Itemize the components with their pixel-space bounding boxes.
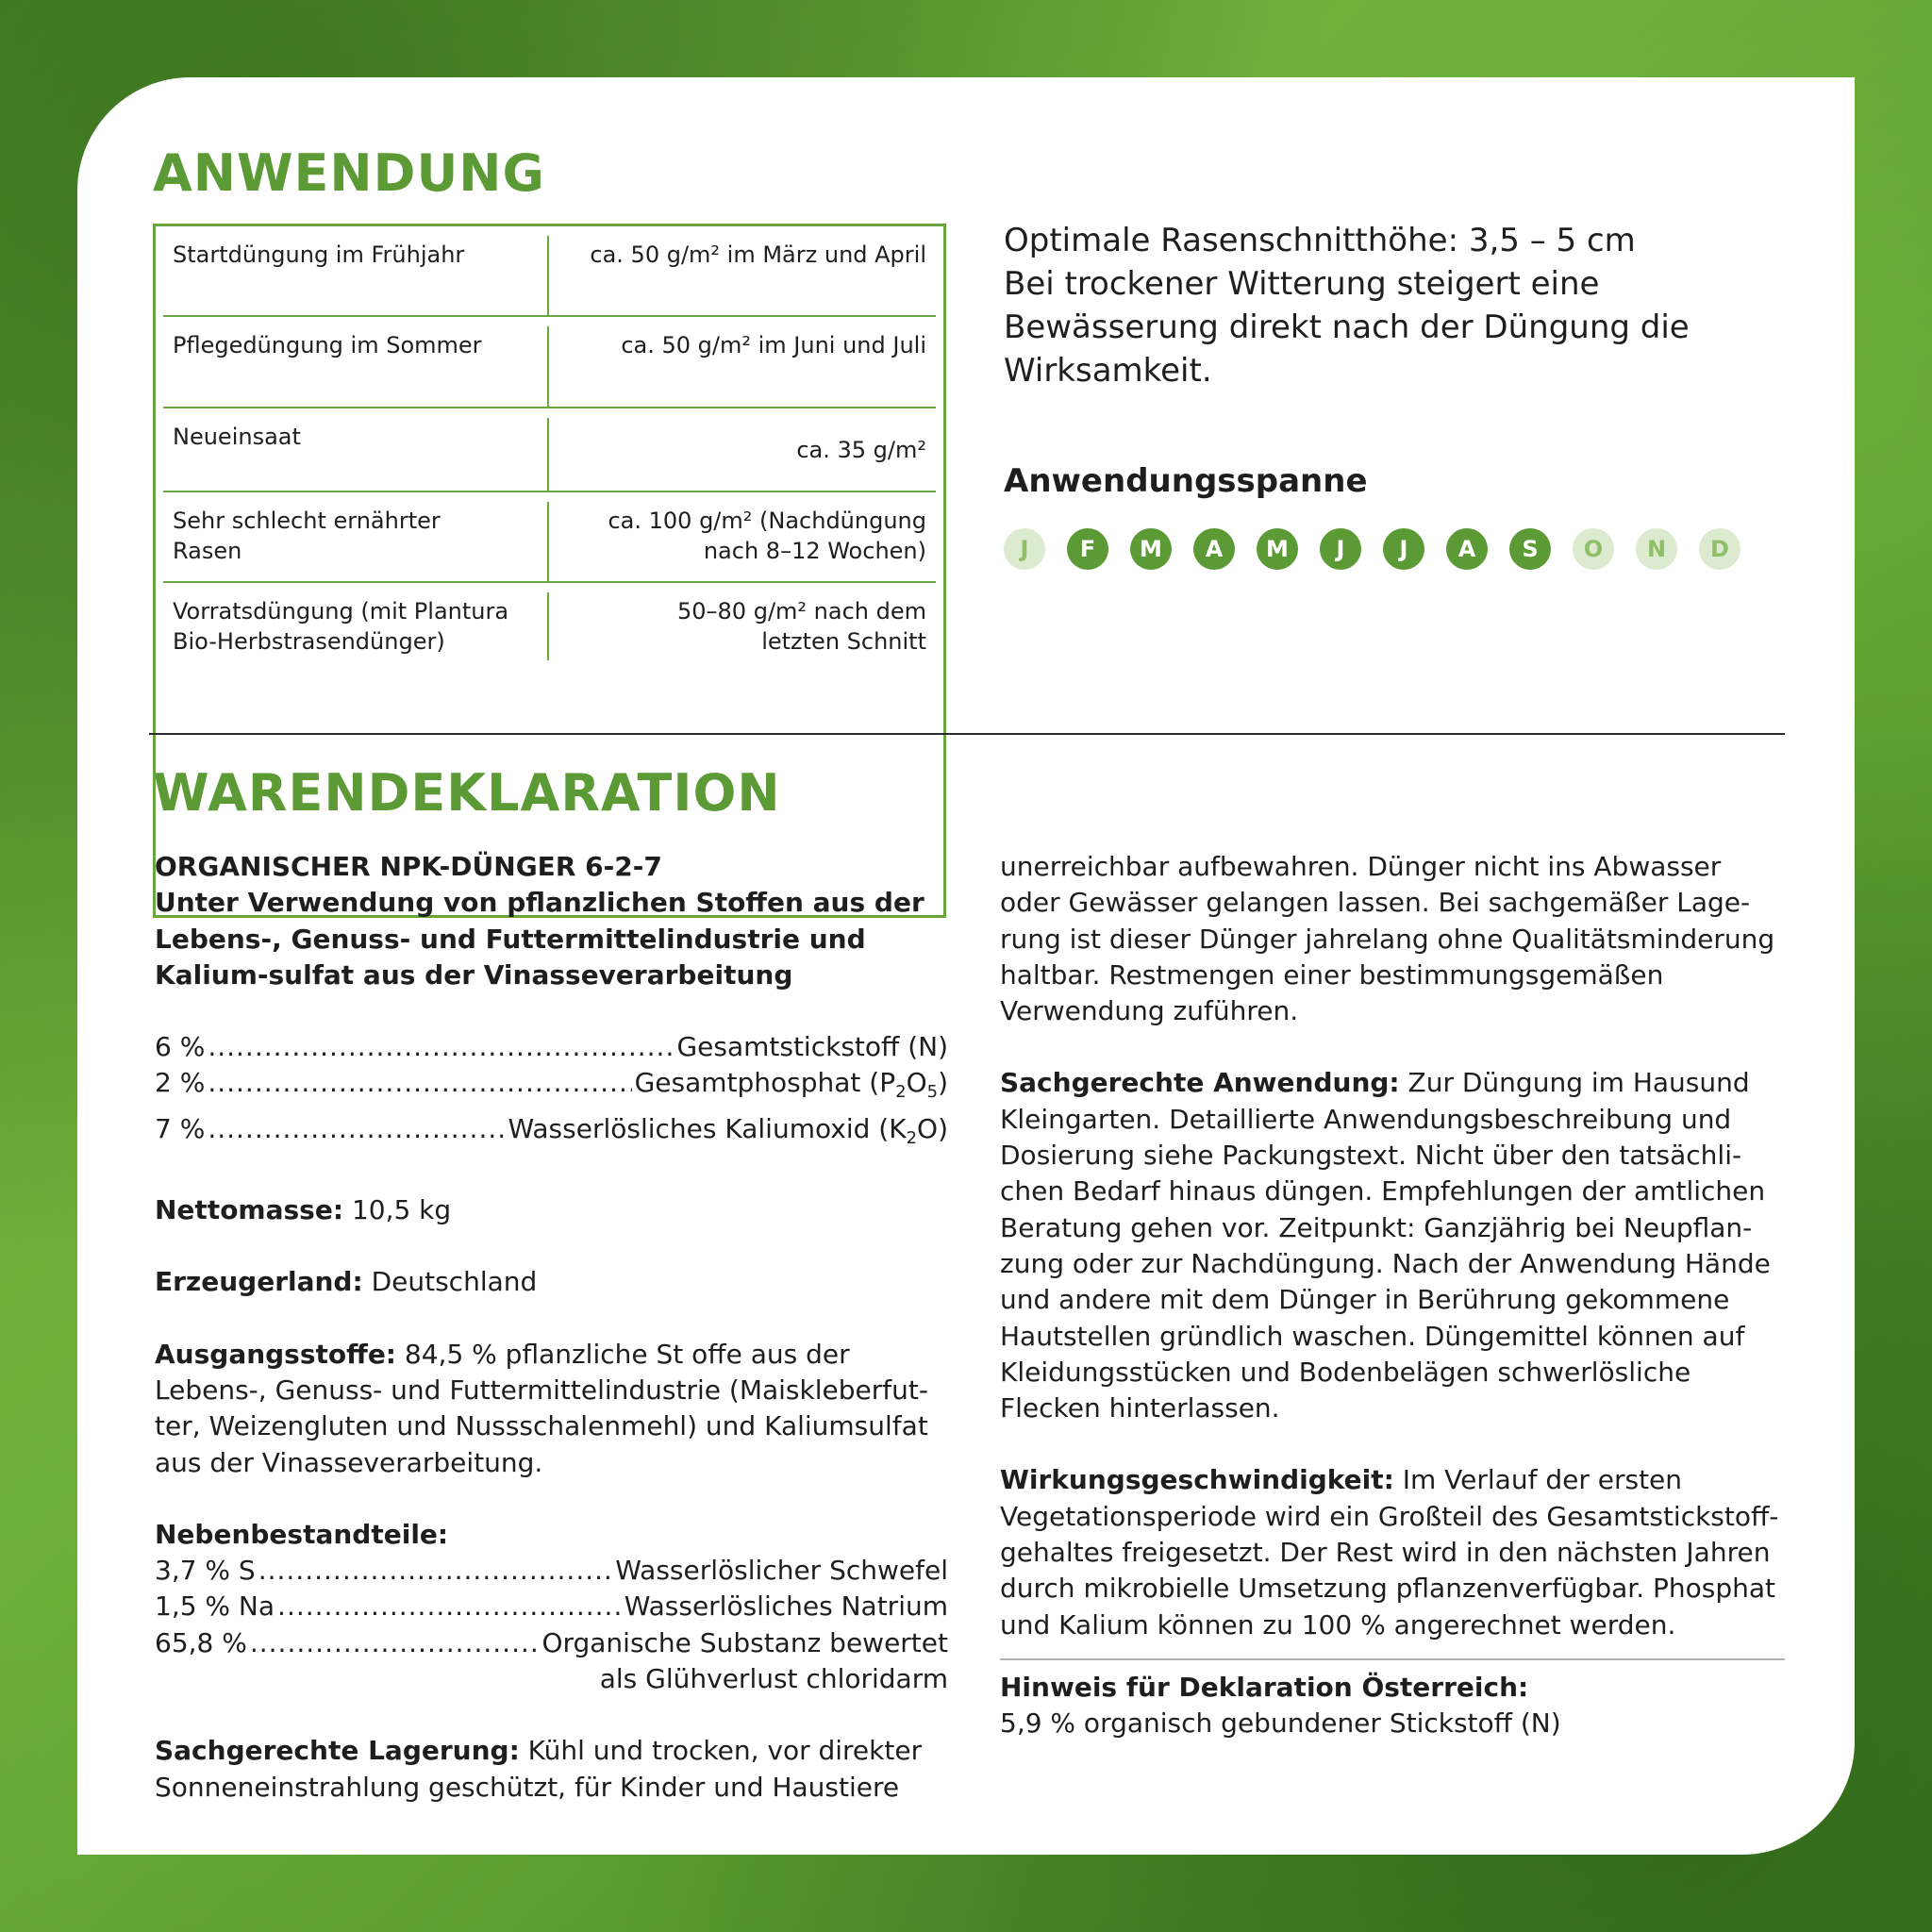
table-row-label: Neueinsaat: [173, 424, 301, 450]
application-period-title: Anwendungsspanne: [1004, 462, 1368, 500]
month-badge: M: [1257, 528, 1298, 570]
secondary-component-row: 3,7 % S ..... Wasserlöslicher Schwefel: [155, 1553, 948, 1589]
month-badge: F: [1067, 528, 1108, 570]
nutrient-amount: 2 %: [155, 1067, 206, 1099]
table-row-value: ca. 100 g/m² (Nachdüngung nach 8–12 Wochen): [608, 508, 926, 564]
application-info: [1004, 219, 1815, 392]
month-badge: D: [1699, 528, 1740, 570]
month-badge: A: [1193, 528, 1235, 570]
nutrient-row: [155, 1029, 948, 1065]
month-badge: J: [1004, 528, 1045, 570]
section-divider: [149, 733, 1785, 735]
declaration-left-column: [155, 849, 948, 1806]
month-badge: S: [1509, 528, 1551, 570]
month-indicator-row: [1004, 528, 1740, 570]
content-card: [77, 77, 1855, 1855]
mowing-height-text: Optimale Rasenschnitthöhe: 3,5 – 5 cm: [1004, 222, 1636, 259]
column-divider: [547, 418, 549, 492]
nutrient-name: Wasserlösliches Kaliumoxid $(K_2O)$: [508, 1112, 948, 1148]
secondary-component-continuation: als Glühverlust chloridarm: [599, 1663, 948, 1695]
nutrient-amount: 7 %: [155, 1112, 206, 1144]
table-row: [163, 317, 936, 408]
nutrient-row: [155, 1111, 948, 1157]
note-divider: [1000, 1658, 1785, 1660]
product-description: Unter Verwendung von pflanzlichen Stoffen aus der Lebens-, Genuss- und Futtermittelindustrie und Kalium-sulfat aus der Vinasseverarbeitung: [155, 887, 924, 991]
country-of-origin: Erzeugerland: Deutschland: [155, 1266, 538, 1298]
watering-hint-text: Bei trockener Witterung steigert eine Bewässerung direkt nach der Düngung die Wirksamkeit.: [1004, 265, 1690, 390]
column-divider: [547, 326, 549, 408]
secondary-component-row: 65,8 % ..... Organische Substanz bewertet: [155, 1625, 948, 1661]
austria-note-text: 5,9 % organisch gebundener Stickstoff (N): [1000, 1707, 1561, 1740]
net-mass: Nettomasse: 10,5 kg: [155, 1194, 452, 1226]
effect-speed: Wirkungsgeschwindigkeit: Im Verlauf der ersten Vegetationsperiode wird ein Großteil des Gesamtstickstoff-gehaltes freigesetzt. Der Rest wird in den nächsten Jahren durch mikrobielle Umsetzung pflanzenverfügbar. Phosphat und Kalium können zu 100 % angerechnet werden.: [1000, 1464, 1779, 1641]
nutrient-amount: 6 %: [155, 1031, 206, 1063]
storage-instructions-continued: unerreichbar aufbewahren. Dünger nicht ins Abwasser oder Gewässer gelangen lassen. Bei sachgemäßer Lage-rung ist dieser Dünger jahrelang ohne Qualitätsminderung haltbar. Restmengen einer bestimmungsgemäßen Verwendung zuführen.: [1000, 851, 1775, 1027]
secondary-component-row: 1,5 % Na ..... Wasserlösliches Natrium: [155, 1589, 948, 1624]
month-badge: N: [1636, 528, 1677, 570]
section-title-anwendung: ANWENDUNG: [153, 143, 545, 203]
storage-instructions: Sachgerechte Lagerung: Kühl und trocken, vor direkter Sonneneinstrahlung geschützt, für Kinder und Haustiere: [155, 1735, 923, 1803]
month-badge: J: [1383, 528, 1424, 570]
table-row-label: Vorratsdüngung (mit Plantura Bio-Herbstrasendünger): [173, 598, 509, 655]
table-row-label: Pflegedüngung im Sommer: [173, 332, 482, 358]
table-row-label: Startdüngung im Frühjahr: [173, 242, 465, 268]
austria-note-title: Hinweis für Deklaration Österreich:: [1000, 1671, 1529, 1703]
table-row: [163, 408, 936, 492]
nutrient-row: [155, 1065, 948, 1110]
table-row-label: Sehr schlecht ernährter Rasen: [173, 508, 441, 564]
column-divider: [547, 502, 549, 583]
secondary-components-title: Nebenbestandteile:: [155, 1518, 449, 1550]
product-name: ORGANISCHER NPK-DÜNGER 6-2-7: [155, 851, 662, 882]
table-row-value: ca. 50 g/m² im März und April: [590, 242, 926, 268]
table-row: [163, 583, 936, 672]
section-title-warendeklaration: WARENDEKLARATION: [153, 763, 781, 823]
table-row-value: 50–80 g/m² nach dem letzten Schnitt: [677, 598, 926, 655]
nutrient-name: Gesamtphosphat $(P_2O_5)$: [634, 1067, 948, 1103]
table-row: [163, 492, 936, 583]
nutrient-name: Gesamtstickstoff (N): [676, 1031, 948, 1063]
declaration-right-column: [1000, 849, 1785, 1742]
month-badge: J: [1320, 528, 1361, 570]
month-badge: M: [1130, 528, 1172, 570]
usage-instructions: Sachgerechte Anwendung: Zur Düngung im Hausund Kleingarten. Detaillierte Anwendungsbeschreibung und Dosierung siehe Packungstext. Nicht über den tatsächli-chen Bedarf hinaus düngen. Empfehlungen der amtlichen Beratung gehen vor. Zeitpunkt: Ganzjährig bei Neupflan-zung oder zur Nachdüngung. Nach der Anwendung Hände und andere mit dem Dünger in Berührung gekommene Hautstellen gründlich waschen. Düngemittel können auf Kleidungsstücken und Bodenbelägen schwerlösliche Flecken hinterlassen.: [1000, 1067, 1771, 1424]
source-materials: Ausgangsstoffe: 84,5 % pflanzliche St offe aus der Lebens-, Genuss- und Futtermittelindustrie (Maiskleberfut-ter, Weizengluten und Nussschalenmehl) und Kaliumsulfat aus der Vinasseverarbeitung.: [155, 1338, 928, 1478]
table-row-value: ca. 35 g/m²: [796, 437, 926, 463]
month-badge: O: [1573, 528, 1614, 570]
column-divider: [547, 236, 549, 317]
column-divider: [547, 592, 549, 660]
month-badge: A: [1446, 528, 1488, 570]
table-row: [163, 226, 936, 317]
table-row-value: ca. 50 g/m² im Juni und Juli: [621, 332, 926, 358]
